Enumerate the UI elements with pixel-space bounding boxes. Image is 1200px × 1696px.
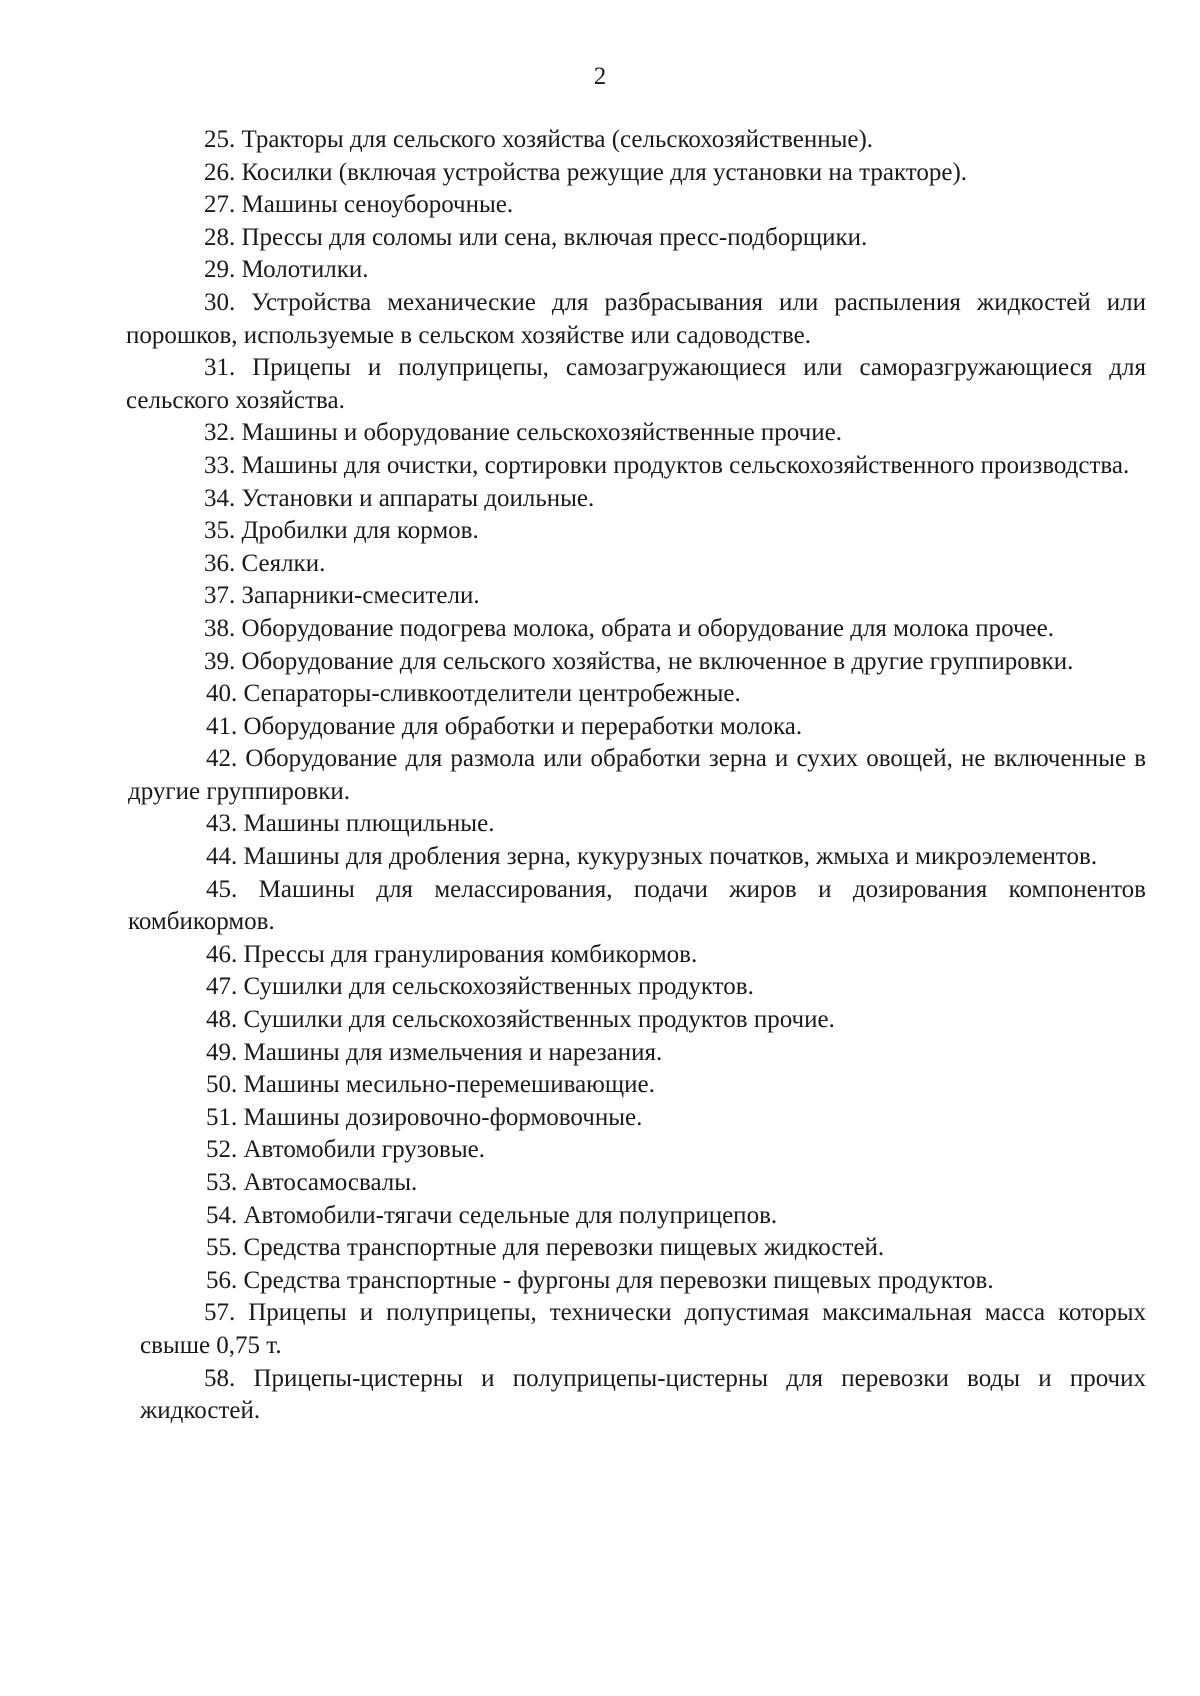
list-item-number: 43. (206, 810, 238, 838)
list-item-number: 46. (206, 940, 238, 968)
list-item (126, 287, 1146, 352)
list-item-number: 37. (204, 582, 236, 610)
list-item-text: Прицепы-цистерны и полуприцепы-цистерны для перевозки воды и прочих жидкостей. (140, 1364, 1146, 1425)
list-item-text: Прицепы и полуприцепы, технически допустимая максимальная масса которых свыше 0,75 т. (140, 1299, 1147, 1359)
list-item-text: Средства транспортные - фургоны для перевозки пищевых продуктов. (243, 1266, 994, 1294)
list-item-text: Оборудование для обработки и переработки молока. (243, 712, 803, 740)
list-item-text: Запарники-смесители. (241, 582, 480, 610)
list-item-number: 25. (204, 126, 236, 153)
list-item-text: Оборудование для сельского хозяйства, не включенное в другие группировки. (241, 647, 1074, 675)
list-item (126, 157, 1146, 190)
list-item-number: 35. (204, 517, 236, 545)
list-item-text: Сепараторы-сливкоотделители центробежные. (243, 680, 741, 708)
list-item (126, 971, 1146, 1004)
list-item-number: 50. (206, 1071, 238, 1099)
list-item-number: 42. (206, 745, 238, 773)
list-item-number: 38. (204, 614, 236, 642)
list-item-text: Автомобили-тягачи седельные для полуприцепов. (243, 1201, 778, 1229)
list-item-number: 56. (206, 1266, 238, 1294)
list-item-text: Косилки (включая устройства режущие для установки на тракторе). (241, 158, 968, 186)
list-item (126, 678, 1146, 711)
list-item-number: 36. (204, 549, 236, 577)
list-item-number: 30. (204, 288, 236, 316)
list-item-text: Прицепы и полуприцепы, самозагружающиеся или саморазгружающиеся для сельского хозяйства. (126, 354, 1147, 414)
list-item-text: Сеялки. (241, 549, 326, 577)
list-item (126, 1167, 1146, 1200)
list-item-text: Машины для измельчения и нарезания. (243, 1038, 663, 1066)
list-item (126, 1363, 1146, 1428)
list-item (126, 483, 1146, 516)
list-item (126, 1265, 1146, 1298)
list-item-number: 49. (206, 1038, 238, 1066)
list-item (126, 352, 1146, 417)
list-item-text: Оборудование подогрева молока, обрата и оборудование для молока прочее. (241, 614, 1054, 642)
list-item-text: Машины сеноуборочные. (241, 191, 514, 219)
list-item-number: 29. (204, 256, 236, 284)
list-item-text: Машины месильно-перемешивающие. (243, 1071, 655, 1099)
list-item-text: Установки и аппараты доильные. (241, 484, 595, 512)
list-item-number: 33. (204, 451, 236, 479)
list-item-text: Прессы для гранулирования комбикормов. (243, 940, 698, 968)
list-item-text: Устройства механические для разбрасывания или распыления жидкостей или порошков, используемые в сельском хозяйстве или садоводстве. (126, 288, 1147, 349)
list-item (126, 124, 1146, 157)
list-item-number: 44. (206, 843, 238, 871)
list-item (126, 939, 1146, 972)
list-item-text: Автомобили грузовые. (243, 1136, 485, 1164)
list-item-text: Дробилки для кормов. (241, 517, 479, 545)
list-item-text: Машины для дробления зерна, кукурузных початков, жмыха и микроэлементов. (243, 843, 1098, 871)
list-item-number: 52. (206, 1136, 238, 1164)
list-item (126, 580, 1146, 613)
list-item (126, 515, 1146, 548)
list-item-text: Оборудование для размола или обработки зерна и сухих овощей, не включенные в другие группировки. (128, 745, 1147, 805)
list-item (126, 548, 1146, 581)
list-item-text: Сушилки для сельскохозяйственных продуктов. (243, 973, 754, 1001)
list-item (126, 417, 1146, 450)
list-item-number: 40. (206, 680, 238, 708)
list-item-text: Прессы для соломы или сена, включая пресс-подборщики. (241, 223, 868, 251)
list-item (126, 1102, 1146, 1135)
list-item (126, 1037, 1146, 1070)
list-item-text: Машины для мелассирования, подачи жиров и дозирования компонентов комбикормов. (128, 875, 1146, 936)
list-item (126, 646, 1146, 679)
list-item (126, 1297, 1146, 1362)
list-item-number: 58. (204, 1364, 236, 1392)
list-item (126, 1232, 1146, 1265)
list-item (126, 613, 1146, 646)
list-item (126, 808, 1146, 841)
list-item (126, 189, 1146, 222)
list-item (126, 1004, 1146, 1037)
list-item (126, 743, 1146, 808)
list-item-number: 32. (204, 419, 236, 447)
list-item (126, 450, 1146, 483)
list-item-text: Машины и оборудование сельскохозяйственные прочие. (241, 419, 842, 447)
list-item-text: Машины плющильные. (243, 810, 495, 838)
page-number: 2 (593, 63, 607, 90)
list-item (126, 874, 1146, 939)
list-item-number: 48. (206, 1006, 238, 1034)
list-item-number: 53. (206, 1169, 238, 1196)
list-item-number: 51. (206, 1103, 238, 1131)
list-item-number: 45. (206, 875, 238, 903)
list-item (126, 1069, 1146, 1102)
list-item-number: 31. (204, 354, 236, 382)
document-body (126, 124, 1146, 1428)
list-item-number: 39. (204, 647, 236, 675)
list-item-number: 28. (204, 223, 236, 251)
list-item-number: 55. (206, 1234, 238, 1262)
list-item-number: 47. (206, 973, 238, 1001)
list-item (126, 254, 1146, 287)
list-item (126, 1134, 1146, 1167)
list-item-text: Автосамосвалы. (243, 1169, 418, 1196)
list-item (126, 711, 1146, 744)
list-item-number: 54. (206, 1201, 238, 1229)
list-item-number: 41. (206, 712, 238, 740)
list-item (126, 1200, 1146, 1233)
list-item-text: Машины для очистки, сортировки продуктов сельскохозяйственного производства. (241, 451, 1130, 479)
list-item-number: 26. (204, 158, 236, 186)
list-item-number: 57. (204, 1299, 236, 1327)
list-item-text: Машины дозировочно-формовочные. (243, 1103, 643, 1131)
list-item-text: Средства транспортные для перевозки пищевых жидкостей. (243, 1234, 885, 1262)
list-item-text: Сушилки для сельскохозяйственных продуктов прочие. (243, 1006, 835, 1034)
list-item-text: Молотилки. (241, 256, 369, 284)
list-item-text: Тракторы для сельского хозяйства (сельскохозяйственные). (241, 126, 874, 153)
list-item (126, 222, 1146, 255)
list-item (126, 841, 1146, 874)
list-item-number: 27. (204, 191, 236, 219)
list-item-number: 34. (204, 484, 236, 512)
